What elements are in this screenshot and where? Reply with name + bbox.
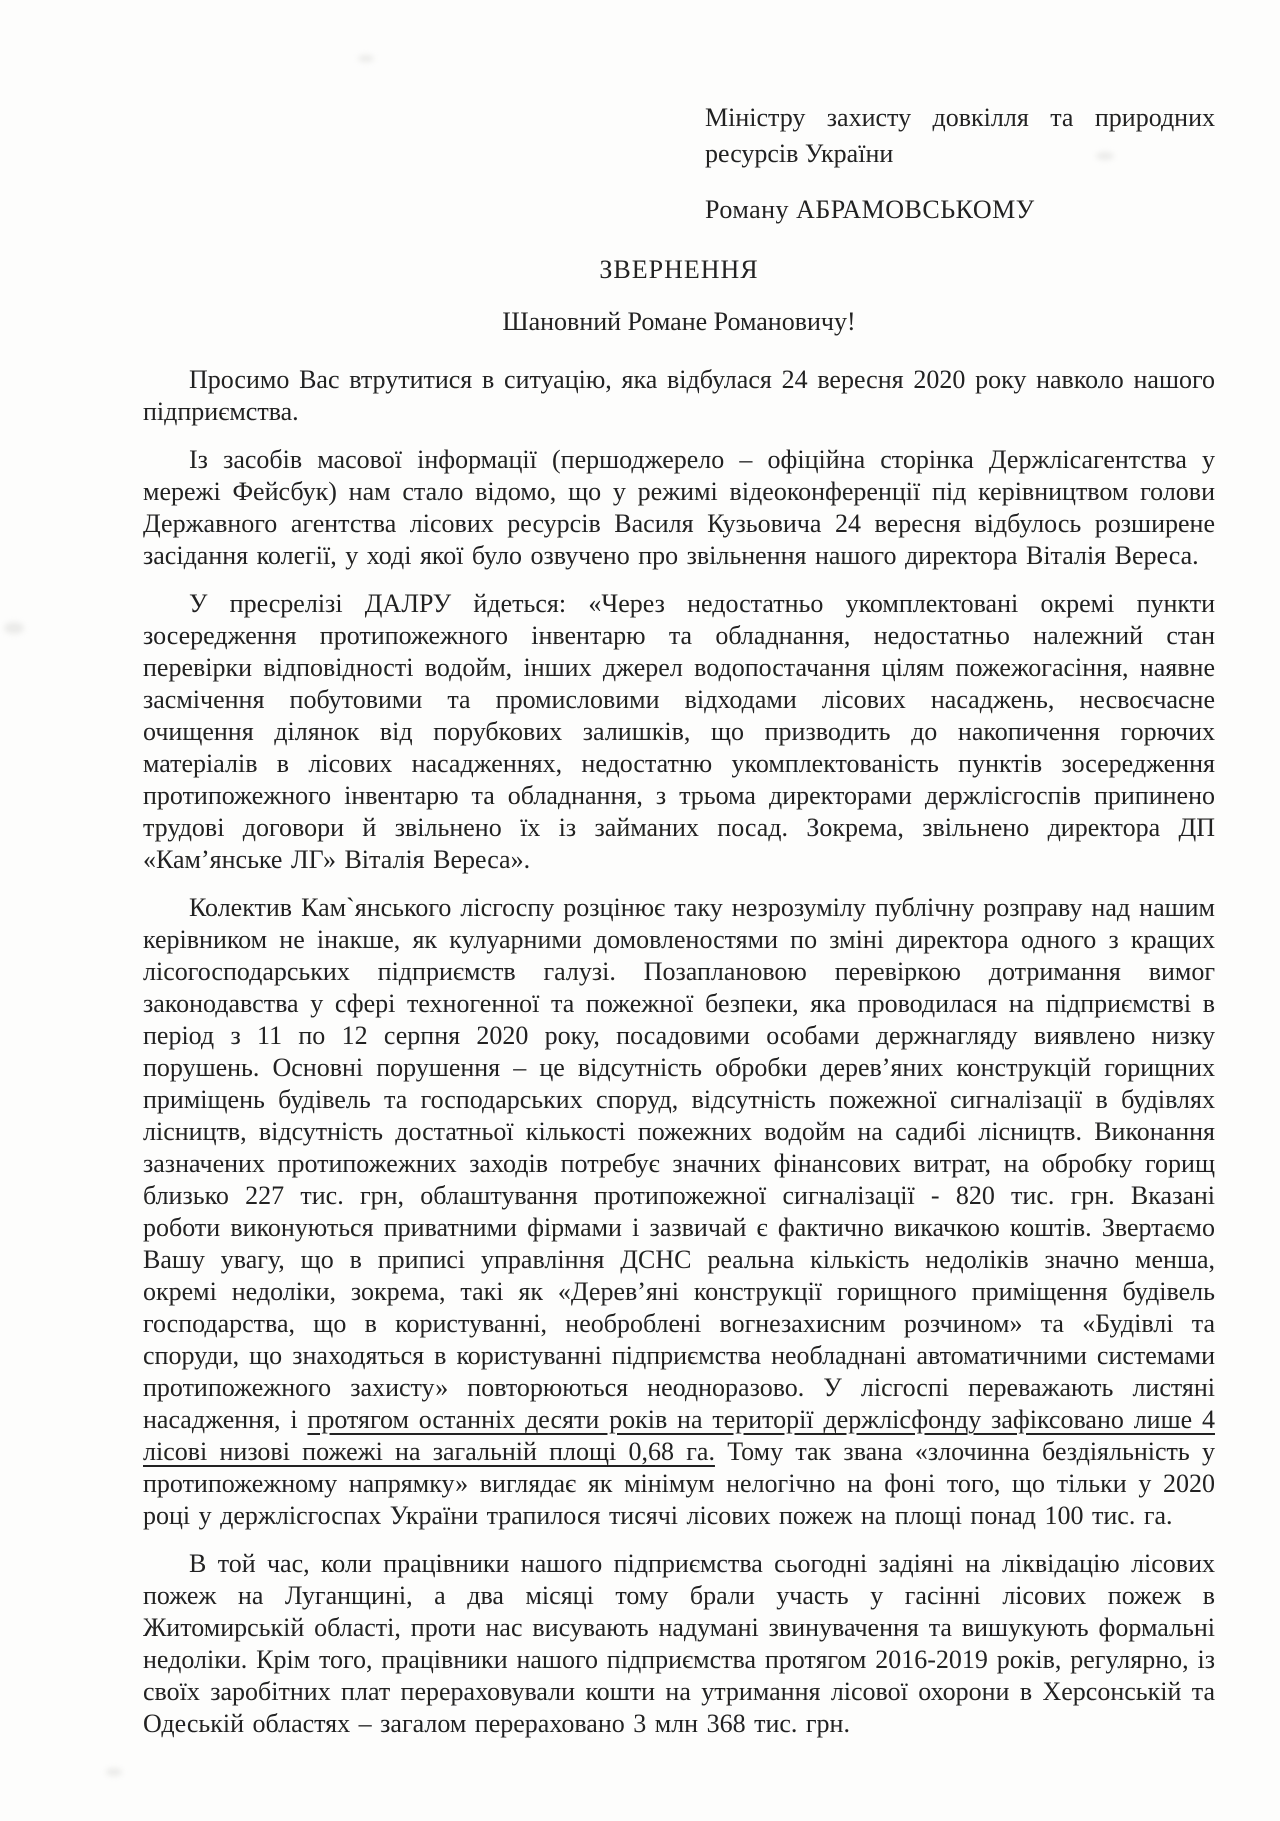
recipient-block: [705, 100, 1215, 172]
paragraph-text-before-underline: Колектив Кам`янського лісгоспу розцінює таку незрозумілу публічну розправу над нашим керівником не інакше, як кулуарними домовленостями по зміні директора одного з кращих лісогосподарських підприємств галузі. Позаплановою перевіркою дотримання вимог законодавства у сфері техногенної та пожежної безпеки, яка проводилася на підприємстві в період з 11 по 12 серпня 2020 року, посадовими особами держнагляду виявлено низку порушень. Основні порушення – це відсутність обробки дерев’яних конструкцій горищних приміщень будівель та господарських споруд, відсутність пожежної сигналізації в будівлях лісництв, відсутність достатньої кількості пожежних водойм на садибі лісництв. Виконання зазначених протипожежних заходів потребує значних фінансових витрат, на обробку горищ близько 227 тис. грн, облаштування протипожежної сигналізації - 820 тис. грн. Вказані роботи виконуються приватними фірмами і зазвичай є фактично викачкою коштів. Звертаємо Вашу увагу, що в приписі управління ДСНС реальна кількість недоліків значно менша, окремі недоліки, зокрема, такі як «Дерев’яні конструкції горищного приміщення будівель господарства, що в користуванні, необроблені вогнезахисним розчином» та «Будівлі та споруди, що знаходяться в користуванні підприємства необладнані автоматичними системами протипожежного захисту» повторюються неодноразово. У лісгоспі переважають листяні насадження, і: [143, 893, 1215, 1434]
paragraph-press-release: У пресрелізі ДАЛРУ йдеться: «Через недостатньо укомплектовані окремі пункти зосередження протипожежного інвентарю та обладнання, недостатньо належний стан перевірки відповідності водойм, інших джерел водопостачання цілям пожежогасіння, наявне засмічення побутовими та промисловими відходами лісових насаджень, несвоєчасне очищення ділянок від порубкових залишків, що призводить до накопичення горючих матеріалів в лісових насадженнях, недостатню укомплектованість пунктів зосередження протипожежного інвентарю та обладнання, з трьома директорами держлісгоспів припинено трудові договори й звільнено їх із займаних посад. Зокрема, звільнено директора ДП «Кам’янське ЛГ» Віталія Вереса».: [143, 589, 1215, 874]
paragraph-intro: Просимо Вас втрутитися в ситуацію, яка відбулася 24 вересня 2020 року навколо нашого підприємства.: [143, 365, 1215, 426]
paragraph-text-after-underline: Тому так звана «злочинна бездіяльність у протипожежному напрямку» виглядає як мінімум нелогічно на фоні того, що тільки у 2020 році у держлісгоспах України трапилося тисячі лісових пожеж на площі понад 100 тис. га.: [143, 1437, 1215, 1530]
recipient-line-2: ресурсів України: [705, 139, 894, 168]
scan-artifact: [358, 55, 374, 62]
underlined-statement: протягом останніх десяти років на території держлісфонду зафіксовано лише 4 лісові низові пожежі на загальній площі 0,68 га.: [143, 1405, 1215, 1466]
paragraph-collective-response: [143, 892, 1215, 1532]
scan-artifact: [1096, 152, 1114, 160]
document-title: ЗВЕРНЕННЯ: [599, 255, 759, 284]
salutation: Шановний Романе Романовичу!: [502, 307, 856, 336]
recipient-line-1: Міністру захисту довкілля та природних: [705, 103, 1215, 132]
paragraph-media-source: Із засобів масової інформації (першоджерело – офіційна сторінка Держлісагентства у мережі Фейсбук) нам стало відомо, що у режимі відеоконференції під керівництвом голови Державного агентства лісових ресурсів Василя Кузьовича 24 вересня відбулось розширене засідання колегії, у ході якої було озвучено про звільнення нашого директора Віталія Вереса.: [143, 445, 1215, 570]
letter-content: [143, 100, 1215, 1756]
letter-body: [143, 364, 1215, 1740]
paragraph-conclusion: В той час, коли працівники нашого підприємства сьогодні задіяні на ліквідацію лісових пожеж на Луганщині, а два місяці тому брали участь у гасінні лісових пожеж в Житомирській області, проти нас висувають надумані звинувачення та вишукують формальні недоліки. Крім того, працівники нашого підприємства протягом 2016-2019 років, регулярно, із своїх заробітних плат перераховували кошти на утримання лісової охорони в Херсонській та Одеській областях – загалом перераховано 3 млн 368 тис. грн.: [143, 1549, 1215, 1738]
scan-artifact: [106, 1768, 122, 1776]
scan-artifact: [4, 622, 24, 634]
recipient-name: Роману АБРАМОВСЬКОМУ: [705, 195, 1035, 224]
